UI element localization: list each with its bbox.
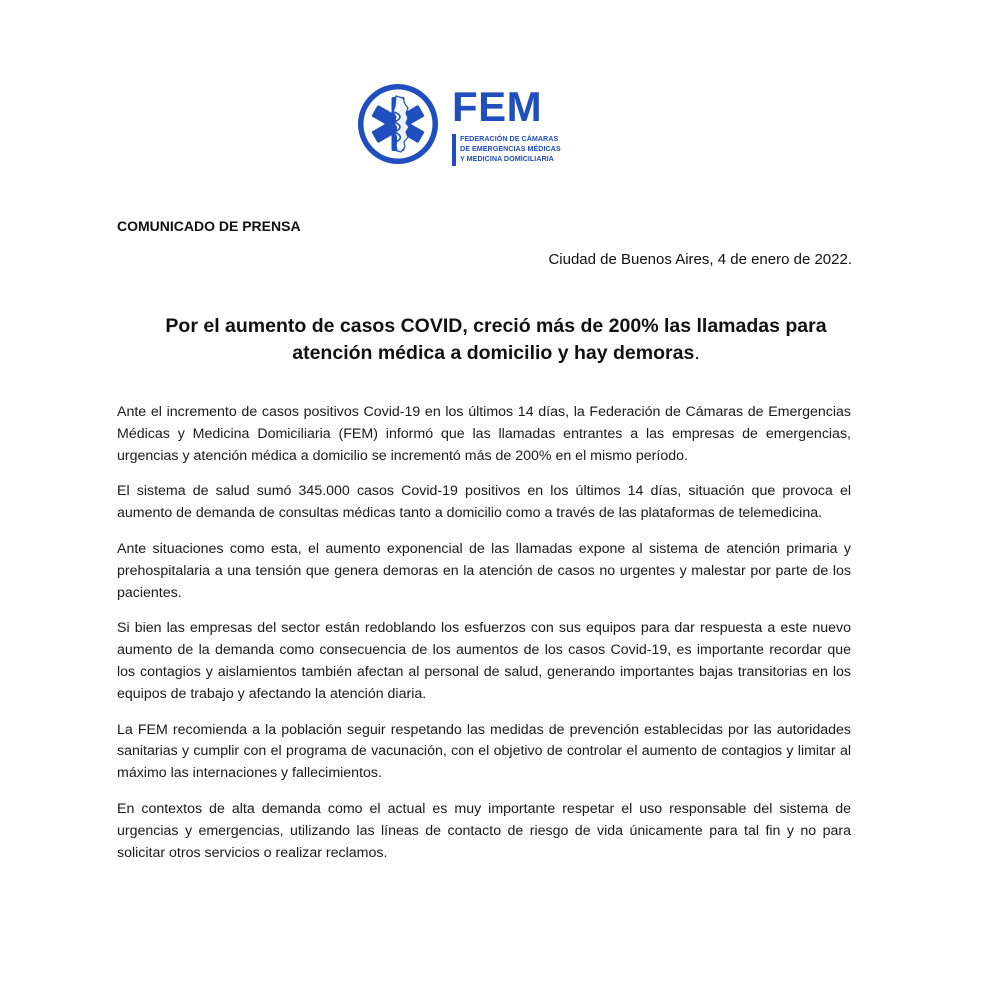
body-paragraph: La FEM recomienda a la población seguir respetando las medidas de prevención establecidas por las autoridades sanitarias y cumplir con el programa de vacunación, con el objetivo de controlar el aumento de contagios y limitar al máximo las internaciones y fallecimientos. [117,721,851,782]
logo-organization-name [460,134,570,165]
headline-line: Por el aumento de casos COVID, creció más de 200% las llamadas para [165,315,827,337]
document-date: Ciudad de Buenos Aires, 4 de enero de 2022. [548,251,852,268]
body-paragraph: Si bien las empresas del sector están redoblando los esfuerzos con sus equipos para dar respuesta a este nuevo aumento de la demanda como consecuencia de los aumentos de los casos Covid-19, es importante recordar que los contagios y aislamientos también afectan al personal de salud, generando importantes bajas transitorias en los equipos de trabajo y afectando la atención diaria. [117,620,851,702]
logo-name-line: DE EMERGENCIAS MÉDICAS [460,144,561,154]
body-paragraph: Ante el incremento de casos positivos Covid-19 en los últimos 14 días, la Federación de Cámaras de Emergencias Médicas y Medicina Domiciliaria (FEM) informó que las llamadas entrantes a las empresas de emergencias, urgencias y atención médica a domicilio se incrementó más de 200% en el mismo período. [117,404,851,464]
body-paragraph: Ante situaciones como esta, el aumento exponencial de las llamadas expone al sistema de atención primaria y prehospitalaria a una tensión que genera demoras en la atención de casos no urgentes y malestar por parte de los pacientes. [117,540,851,601]
body-paragraph: En contextos de alta demanda como el actual es muy importante respetar el uso responsable del sistema de urgencias y emergencias, utilizando las líneas de contacto de riesgo de vida únicamente para tal fin y no para solicitar otros servicios o realizar reclamos. [117,800,851,861]
star-of-life-map-icon [356,82,440,166]
logo-acronym: FEM [452,83,543,130]
headline [117,313,875,367]
logo-name-line: Y MEDICINA DOMICILIARIA [460,154,554,164]
document-type-label: COMUNICADO DE PRENSA [117,218,301,234]
logo-name-line: FEDERACIÓN DE CÁMARAS [460,134,559,143]
body-text [117,402,851,878]
body-paragraph: El sistema de salud sumó 345.000 casos Covid-19 positivos en los últimos 14 días, situación que provoca el aumento de demanda de consultas médicas tanto a domicilio como a través de las plataformas de telemedicina. [117,483,851,522]
logo-divider [452,134,456,166]
headline-line: atención médica a domicilio y hay demoras [292,342,695,364]
headline-line-2 [117,340,875,367]
fem-logo [356,82,566,172]
headline-period: . [694,342,700,364]
